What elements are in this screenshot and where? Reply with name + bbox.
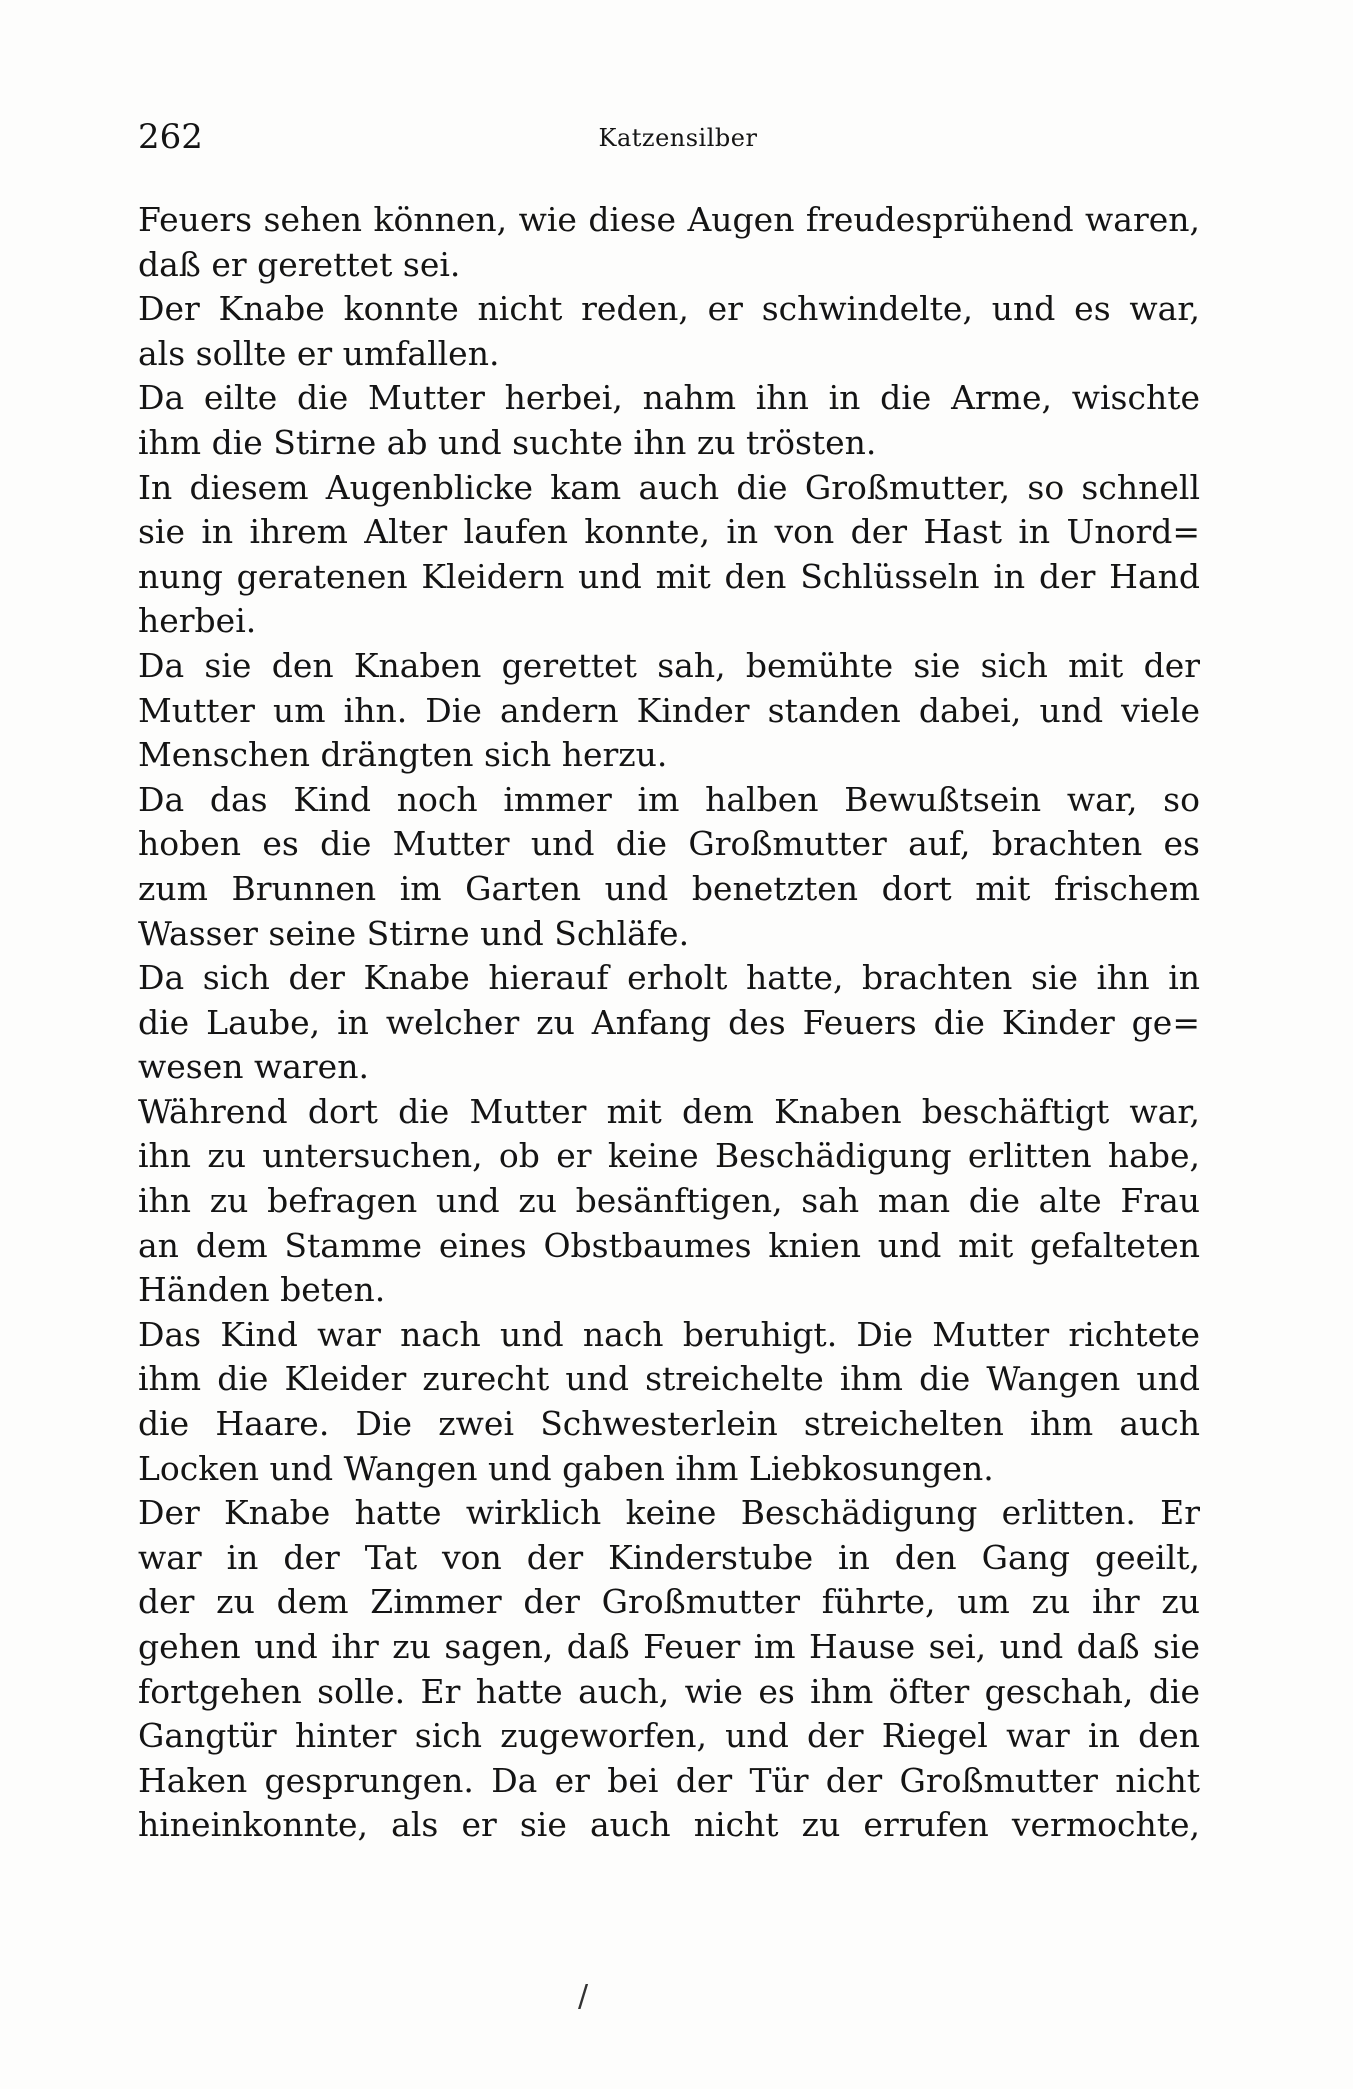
text-line: ihm die Kleider zurecht und streichelte ihm die Wangen und	[138, 1359, 1200, 1399]
text-line: ihm die Stirne ab und suchte ihn zu trösten.	[138, 422, 877, 462]
page-number: 262	[138, 117, 203, 157]
page-header	[138, 112, 1198, 162]
text-line: Gangtür hinter sich zugeworfen, und der Riegel war in den	[138, 1716, 1200, 1756]
text-line: Da sie den Knaben gerettet sah, bemühte sie sich mit der	[138, 645, 1200, 685]
footer-mark: /	[578, 1979, 589, 2014]
text-line: Das Kind war nach und nach beruhigt. Die Mutter richtete	[138, 1314, 1200, 1354]
text-line: daß er gerettet sei.	[138, 244, 461, 284]
text-line: Menschen drängten sich herzu.	[138, 735, 668, 775]
text-line: In diesem Augenblicke kam auch die Großmutter, so schnell	[138, 467, 1200, 507]
text-line: Händen beten.	[138, 1270, 386, 1310]
running-title: Katzensilber	[598, 124, 758, 152]
text-line: herbei.	[138, 601, 257, 641]
text-line: Wasser seine Stirne und Schläfe.	[138, 913, 690, 953]
text-line: Da sich der Knabe hierauf erholt hatte, brachten sie ihn in	[138, 958, 1200, 998]
text-line: Der Knabe hatte wirklich keine Beschädigung erlitten. Er	[138, 1493, 1200, 1533]
text-line: sie in ihrem Alter laufen konnte, in von der Hast in Unord=	[138, 512, 1200, 552]
text-line: der zu dem Zimmer der Großmutter führte, um zu ihr zu	[138, 1582, 1200, 1622]
text-line: die Laube, in welcher zu Anfang des Feuers die Kinder ge=	[138, 1002, 1200, 1042]
text-line: Da eilte die Mutter herbei, nahm ihn in die Arme, wischte	[138, 378, 1200, 418]
text-line: Der Knabe konnte nicht reden, er schwindelte, und es war,	[138, 289, 1200, 329]
text-line: hoben es die Mutter und die Großmutter auf, brachten es	[138, 824, 1200, 864]
text-line: wesen waren.	[138, 1047, 369, 1087]
text-line: nung geratenen Kleidern und mit den Schlüsseln in der Hand	[138, 556, 1200, 596]
text-line: hineinkonnte, als er sie auch nicht zu errufen vermochte,	[138, 1805, 1200, 1845]
text-line: gehen und ihr zu sagen, daß Feuer im Hause sei, und daß sie	[138, 1627, 1200, 1666]
text-line: Feuers sehen können, wie diese Augen freudesprühend waren,	[138, 200, 1200, 239]
text-line: Mutter um ihn. Die andern Kinder standen dabei, und viele	[138, 690, 1200, 730]
text-line: Da das Kind noch immer im halben Bewußtsein war, so	[138, 779, 1200, 819]
body-text	[138, 198, 1200, 1848]
text-line: fortgehen solle. Er hatte auch, wie es ihm öfter geschah, die	[138, 1671, 1200, 1711]
text-line: Haken gesprungen. Da er bei der Tür der Großmutter nicht	[138, 1760, 1200, 1800]
text-line: war in der Tat von der Kinderstube in den Gang geeilt,	[138, 1537, 1200, 1577]
text-line: Locken und Wangen und gaben ihm Liebkosungen.	[138, 1448, 994, 1488]
text-line: als sollte er umfallen.	[138, 333, 500, 373]
text-line: an dem Stamme eines Obstbaumes knien und mit gefalteten	[138, 1225, 1200, 1265]
text-line: zum Brunnen im Garten und benetzten dort mit frischem	[138, 868, 1200, 908]
text-line: Während dort die Mutter mit dem Knaben beschäftigt war,	[138, 1091, 1200, 1131]
text-line: die Haare. Die zwei Schwesterlein streichelten ihm auch	[138, 1404, 1200, 1444]
text-line: ihn zu befragen und zu besänftigen, sah man die alte Frau	[138, 1181, 1200, 1221]
text-line: ihn zu untersuchen, ob er keine Beschädigung erlitten habe,	[138, 1136, 1200, 1176]
